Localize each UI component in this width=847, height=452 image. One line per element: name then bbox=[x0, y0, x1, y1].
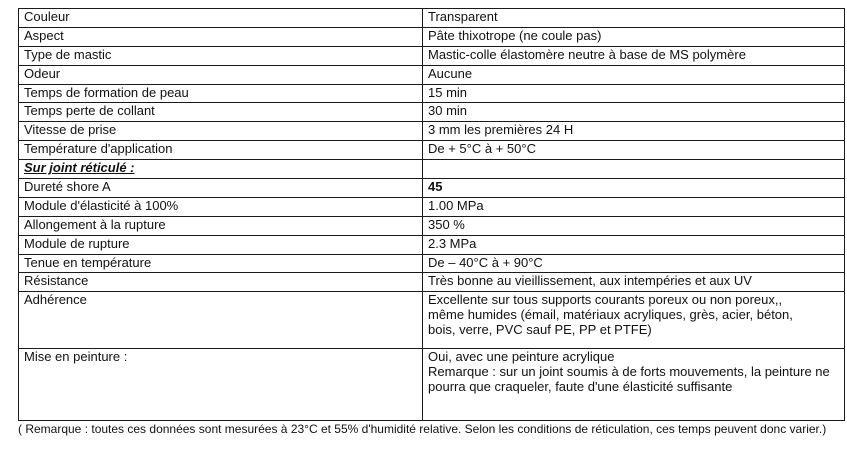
table-row bbox=[19, 273, 845, 292]
property-value: 30 min bbox=[423, 103, 845, 122]
footnote: ( Remarque : toutes ces données sont mesurées à 23°C et 55% d'humidité relative. Selon les conditions de réticulation, ces temps peuvent donc varier.) bbox=[18, 422, 827, 436]
property-value: 45 bbox=[423, 179, 845, 198]
property-value: 15 min bbox=[423, 84, 845, 103]
property-label: Dureté shore A bbox=[19, 179, 423, 198]
property-value: Transparent bbox=[423, 9, 845, 28]
property-label: Type de mastic bbox=[19, 46, 423, 65]
table-row bbox=[19, 197, 845, 216]
property-label: Résistance bbox=[19, 273, 423, 292]
property-label: Allongement à la rupture bbox=[19, 216, 423, 235]
property-label: Vitesse de prise bbox=[19, 122, 423, 141]
property-value: Aucune bbox=[423, 65, 845, 84]
table-row bbox=[19, 65, 845, 84]
property-label: Temps perte de collant bbox=[19, 103, 423, 122]
table-row bbox=[19, 84, 845, 103]
section-row bbox=[19, 160, 845, 179]
table-row bbox=[19, 254, 845, 273]
property-value: Mastic-colle élastomère neutre à base de MS polymère bbox=[423, 46, 845, 65]
property-value: De + 5°C à + 50°C bbox=[423, 141, 845, 160]
property-label: Mise en peinture : bbox=[19, 349, 423, 421]
property-value: 3 mm les premières 24 H bbox=[423, 122, 845, 141]
property-value: 2.3 MPa bbox=[423, 235, 845, 254]
property-label: Odeur bbox=[19, 65, 423, 84]
table-row bbox=[19, 122, 845, 141]
table-row bbox=[19, 216, 845, 235]
table-row bbox=[19, 292, 845, 349]
section-heading: Sur joint réticulé : bbox=[19, 160, 423, 179]
table-row bbox=[19, 141, 845, 160]
property-label: Module de rupture bbox=[19, 235, 423, 254]
property-value: Oui, avec une peinture acrylique bbox=[428, 349, 615, 365]
property-label: Couleur bbox=[19, 9, 423, 28]
property-label: Tenue en température bbox=[19, 254, 423, 273]
table-row bbox=[19, 349, 845, 421]
table-row bbox=[19, 27, 845, 46]
table-row bbox=[19, 9, 845, 28]
property-value: Pâte thixotrope (ne coule pas) bbox=[423, 27, 845, 46]
table-row bbox=[19, 103, 845, 122]
property-label: Temps de formation de peau bbox=[19, 84, 423, 103]
painting-remark: Remarque : sur un joint soumis à de forts mouvements, la peinture ne pourra que craqueler, faute d'une élasticité suffisante bbox=[428, 364, 830, 395]
property-value: De – 40°C à + 90°C bbox=[423, 254, 845, 273]
property-value: 1.00 MPa bbox=[423, 197, 845, 216]
property-label: Module d'élasticité à 100% bbox=[19, 197, 423, 216]
property-value: Excellente sur tous supports courants poreux ou non poreux,, même humides (émail, matériaux acryliques, grès, acier, béton, bois, verre, PVC sauf PE, PP et PTFE) bbox=[423, 292, 845, 349]
property-value bbox=[423, 160, 845, 179]
property-label: Adhérence bbox=[19, 292, 423, 349]
table-row bbox=[19, 235, 845, 254]
property-label: Aspect bbox=[19, 27, 423, 46]
painting-value-cell bbox=[423, 349, 845, 421]
specifications-table bbox=[18, 8, 845, 421]
property-value: Très bonne au vieillissement, aux intempéries et aux UV bbox=[423, 273, 845, 292]
table-row bbox=[19, 46, 845, 65]
property-label: Température d'application bbox=[19, 141, 423, 160]
property-value: 350 % bbox=[423, 216, 845, 235]
table-row bbox=[19, 179, 845, 198]
